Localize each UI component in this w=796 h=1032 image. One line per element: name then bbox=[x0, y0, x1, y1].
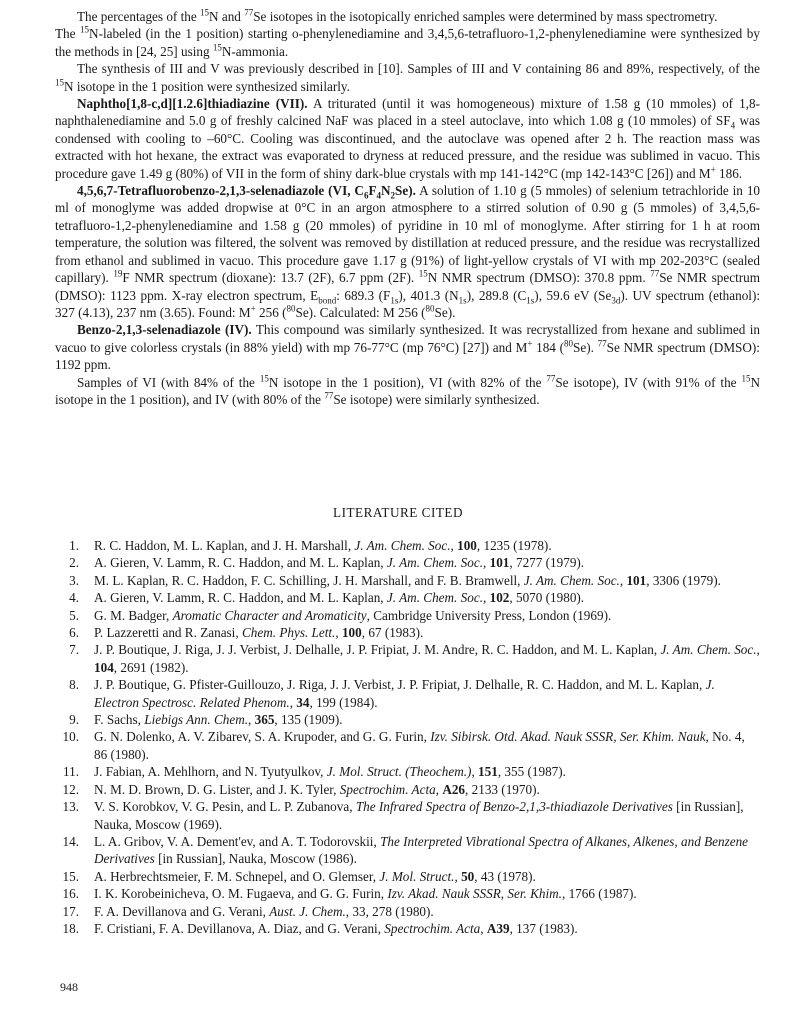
reference-number: 3. bbox=[69, 572, 79, 588]
compound-heading: Naphtho[1,8-c,d][1.2.6]thiadiazine (VII). bbox=[77, 96, 308, 112]
reference-text: J. P. Boutique, G. Pfister-Guillouzo, J. Riga, J. J. Verbist, J. P. Fripiat, J. Delhalle, R. C. Haddon, and M. L. Kaplan, J. Electron Spectrosc. Related Phenom., 34, 199 (1984). bbox=[94, 677, 715, 710]
paragraph-text: Samples of VI (with 84% of the $^{15}$N isotope in the 1 position), VI (with 82% of the $^{77}$Se isotope), IV (with 91% of the $^{15}$N isotope in the 1 position), and IV (with 80% of the $^{77}$Se isotope) were similarly synthesized. bbox=[55, 373, 760, 407]
reference-item bbox=[55, 607, 760, 624]
literature-cited-heading: LITERATURE CITED bbox=[333, 505, 463, 520]
reference-item bbox=[55, 868, 760, 885]
reference-item bbox=[55, 676, 760, 711]
reference-text: A. Herbrechtsmeier, F. M. Schnepel, and O. Glemser, J. Mol. Struct., 50, 43 (1978). bbox=[94, 868, 536, 884]
reference-number: 11. bbox=[63, 764, 79, 780]
paragraph-text: A solution of 1.10 g (5 mmoles) of selenium tetrachloride in 10 ml of monoglyme was added dropwise at 0°C in an argon atmosphere to a stirred solution of 0.90 g (5 mmoles) of 3,4,5,6-tetrafluoro-1,2-phenylenediamine and 1.58 g (20 mmoles) of pyridine in 10 ml of monoglyme. After stirring for 1 h at room temperature, the solution was filtered, the solvent was removed by distillation at reduced pressure, and the residue was recrystallized from ethanol and sublimed in vacuo. This procedure gave 1.17 g (91%) of light-yellow crystals of VI with mp 202-203°C (sealed capillary). $^{19}$F NMR spectrum (dioxane): 13.7 (2F), 6.7 ppm (2F). $^{15}$N NMR spectrum (DMSO): 370.8 ppm. $^{77}$Se NMR spectrum (DMSO): 1123 ppm. X-ray electron spectrum, $E_{bond}$: 689.3 $(F_{1s})$, 401.3 $(N_{1s})$, 289.8 $(C_{1s})$, 59.6 eV $(Se_{3d})$. UV spectrum (ethanol): 327 (4.13), 237 nm (3.65). Found: M+ 256 ($^{80}$Se). Calculated: M 256 ($^{80}$Se). bbox=[55, 183, 761, 320]
reference-number: 12. bbox=[62, 781, 79, 797]
reference-number: 8. bbox=[69, 677, 79, 693]
reference-number: 16. bbox=[62, 886, 79, 902]
reference-item bbox=[55, 728, 760, 763]
reference-number: 5. bbox=[69, 607, 79, 623]
reference-item bbox=[55, 624, 760, 641]
paragraph-text: A triturated (until it was homogeneous) mixture of 1.58 g (10 mmoles) of 1,8-naphthalenediamine and 5.0 g of freshly calcined NaF was placed in a steel autoclave, into which 1.08 g (10 mmoles) of $SF_4$ was condensed with cooling to –60°C. Cooling was discontinued, and the autoclave was opened after 2 h. The reaction mass was extracted with hot hexane, the extract was evaporated to dryness at reduced pressure, and the residue was sublimed in vacuo. This procedure gave 1.49 g (80%) of VII in the form of shiny dark-blue crystals with mp 141-142°C (mp 142-143°C [26]) and M+ 186. bbox=[55, 96, 760, 181]
compound-heading: 4,5,6,7-Tetrafluorobenzo-2,1,3-selenadiazole (VI, $C_6F_4N_2Se$). bbox=[77, 183, 416, 201]
reference-number: 7. bbox=[69, 642, 79, 658]
reference-text: N. M. D. Brown, D. G. Lister, and J. K. Tyler, Spectrochim. Acta, A26, 2133 (1970). bbox=[94, 781, 540, 797]
reference-text: J. Fabian, A. Mehlhorn, and N. Tyutyulkov, J. Mol. Struct. (Theochem.), 151, 355 (1987). bbox=[94, 764, 566, 780]
reference-number: 2. bbox=[69, 555, 79, 571]
reference-text: M. L. Kaplan, R. C. Haddon, F. C. Schilling, J. H. Marshall, and F. B. Bramwell, J. Am. Chem. Soc., 101, 3306 (1979). bbox=[94, 572, 721, 588]
compound-heading: Benzo-2,1,3-selenadiazole (IV). bbox=[77, 322, 252, 338]
reference-text: L. A. Gribov, V. A. Dement'ev, and A. T. Todorovskii, The Interpreted Vibrational Spectra of Alkanes, Alkenes, and Benzene Derivatives [in Russian], Nauka, Moscow (1986). bbox=[94, 833, 749, 867]
paragraph-text: This compound was similarly synthesized. It was recrystallized from hexane and sublimed in vacuo to give colorless crystals (in 88% yield) with mp 76-77°C (mp 76°C) [27]) and M+ 184 ($^{80}$Se). $^{77}$Se NMR spectrum (DMSO): 1192 ppm. bbox=[55, 322, 761, 373]
reference-item bbox=[55, 572, 760, 589]
page-number: 948 bbox=[60, 980, 78, 994]
reference-number: 4. bbox=[69, 590, 79, 606]
reference-item bbox=[55, 903, 760, 920]
reference-text: A. Gieren, V. Lamm, R. C. Haddon, and M. L. Kaplan, J. Am. Chem. Soc., 101, 7277 (1979). bbox=[94, 555, 585, 571]
reference-number: 18. bbox=[62, 920, 79, 936]
paragraph-compound-vi bbox=[55, 182, 760, 321]
reference-item bbox=[55, 763, 760, 780]
reference-item bbox=[55, 711, 760, 728]
reference-item bbox=[55, 641, 760, 676]
reference-number: 6. bbox=[69, 625, 79, 641]
reference-number: 1. bbox=[69, 538, 79, 553]
reference-number: 9. bbox=[69, 712, 79, 728]
reference-text: G. M. Badger, Aromatic Character and Aromaticity, Cambridge University Press, London (1969). bbox=[94, 607, 612, 623]
reference-number: 15. bbox=[62, 868, 79, 884]
experimental-section bbox=[55, 8, 760, 408]
reference-number: 13. bbox=[62, 799, 79, 815]
reference-text: J. P. Boutique, J. Riga, J. J. Verbist, J. Delhalle, J. P. Fripiat, J. M. Andre, R. C. Haddon, and M. L. Kaplan, J. Am. Chem. Soc., 104, 2691 (1982). bbox=[94, 642, 760, 675]
paragraph-synthesis-iii-v bbox=[55, 60, 760, 95]
reference-item bbox=[55, 554, 760, 571]
reference-text: A. Gieren, V. Lamm, R. C. Haddon, and M. L. Kaplan, J. Am. Chem. Soc., 102, 5070 (1980). bbox=[94, 590, 585, 606]
reference-list bbox=[55, 537, 760, 937]
reference-item bbox=[55, 798, 760, 833]
paragraph-isotope-percentages bbox=[55, 8, 760, 25]
reference-text: I. K. Korobeinicheva, O. M. Fugaeva, and G. G. Furin, Izv. Akad. Nauk SSSR, Ser. Khim., 1766 (1987). bbox=[94, 886, 637, 902]
reference-text: F. Cristiani, F. A. Devillanova, A. Diaz, and G. Verani, Spectrochim. Acta, A39, 137 (1983). bbox=[94, 920, 578, 936]
paragraph-compound-iv bbox=[55, 321, 760, 373]
paragraph-text: The $^{15}$N-labeled (in the 1 position) starting o-phenylenediamine and 3,4,5,6-tetrafluoro-1,2-phenylenediamine were synthesized by the methods in [24, 25] using $^{15}$N-ammonia. bbox=[55, 25, 760, 59]
reference-item bbox=[55, 537, 760, 554]
reference-item bbox=[55, 781, 760, 798]
reference-item bbox=[55, 833, 760, 868]
reference-text: P. Lazzeretti and R. Zanasi, Chem. Phys. Lett., 100, 67 (1983). bbox=[94, 625, 424, 641]
paragraph-text: The percentages of the $^{15}$N and $^{77}$Se isotopes in the isotopically enriched samples were determined by mass spectrometry. bbox=[77, 7, 718, 24]
reference-number: 17. bbox=[62, 903, 79, 919]
paragraph-labeled-starting bbox=[55, 25, 760, 60]
reference-item bbox=[55, 885, 760, 902]
reference-number: 10. bbox=[62, 729, 79, 745]
reference-text: G. N. Dolenko, A. V. Zibarev, S. A. Krupoder, and G. G. Furin, Izv. Sibirsk. Otd. Akad. Nauk SSSR, Ser. Khim. Nauk, No. 4, 86 (1980). bbox=[94, 729, 745, 762]
reference-text: R. C. Haddon, M. L. Kaplan, and J. H. Marshall, J. Am. Chem. Soc., 100, 1235 (1978). bbox=[94, 538, 552, 553]
paragraph-samples-summary bbox=[55, 374, 760, 409]
reference-text: V. S. Korobkov, V. G. Pesin, and L. P. Zubanova, The Infrared Spectra of Benzo-2,1,3-thiadiazole Derivatives [in Russian], Nauka, Moscow (1969). bbox=[94, 799, 744, 832]
reference-text: F. A. Devillanova and G. Verani, Aust. J. Chem., 33, 278 (1980). bbox=[94, 903, 434, 919]
paragraph-text: The synthesis of III and V was previously described in [10]. Samples of III and V containing 86 and 89%, respectively, of the $^{15}$N isotope in the 1 position were synthesized similarly. bbox=[55, 61, 760, 94]
reference-text: F. Sachs, Liebigs Ann. Chem., 365, 135 (1909). bbox=[94, 712, 343, 728]
reference-item bbox=[55, 589, 760, 606]
reference-item bbox=[55, 920, 760, 937]
paragraph-compound-vii bbox=[55, 95, 760, 182]
reference-number: 14. bbox=[62, 833, 79, 849]
